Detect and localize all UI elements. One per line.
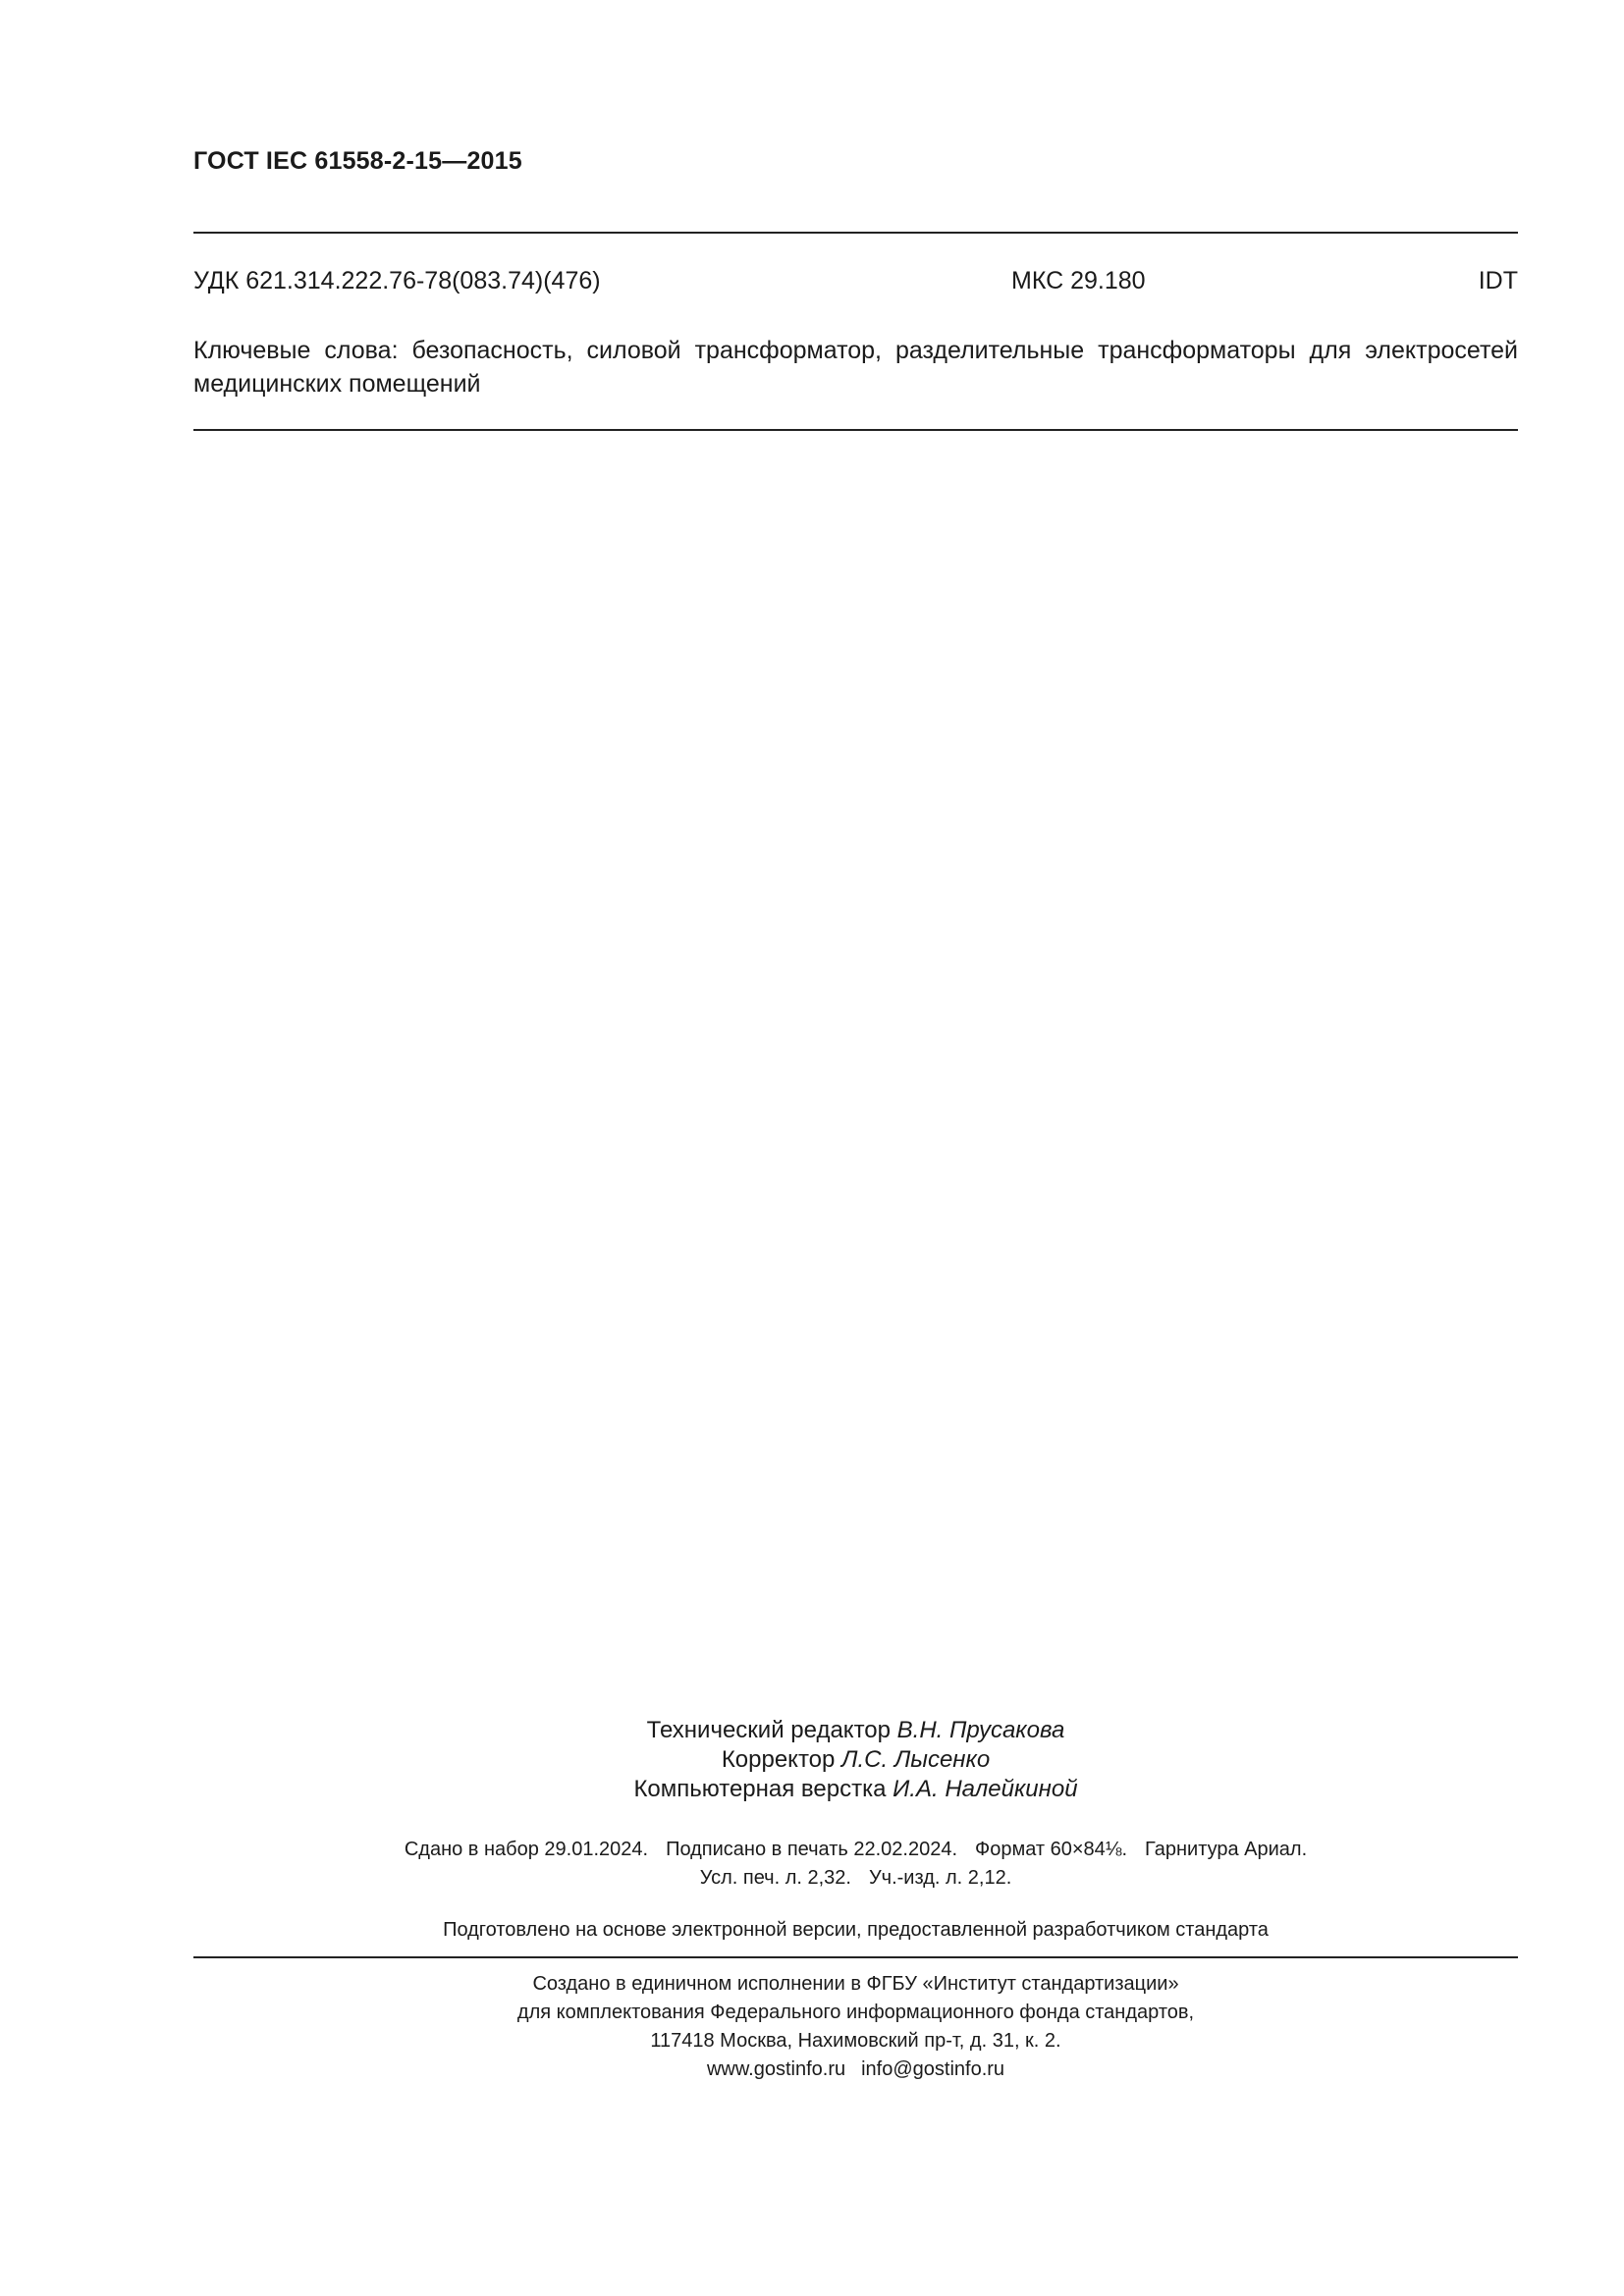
publisher-line-1: Создано в единичном исполнении в ФГБУ «Институт стандартизации»	[532, 1973, 1179, 1995]
udk-code: УДК 621.314.222.76-78(083.74)(476)	[193, 267, 601, 294]
signed-date: Подписано в печать 22.02.2024.	[666, 1839, 958, 1860]
keywords-paragraph: Ключевые слова: безопасность, силовой трансформатор, разделительные трансформаторы для электросетей медицинских помещений	[193, 337, 1518, 398]
credit-role: Компьютерная верстка	[633, 1776, 887, 1802]
credits-block	[193, 1716, 1518, 1804]
publisher-address: 117418 Москва, Нахимовский пр-т, д. 31, к. 2.	[650, 2030, 1061, 2052]
credit-line	[193, 1775, 1518, 1804]
publisher-contacts	[193, 2056, 1518, 2084]
keywords-divider	[193, 429, 1518, 431]
credit-line	[193, 1745, 1518, 1775]
credit-role: Технический редактор	[646, 1717, 891, 1743]
credit-line	[193, 1716, 1518, 1745]
publisher-sheets: Уч.-изд. л. 2,12.	[868, 1867, 1012, 1889]
publisher-line-2: для комплектования Федерального информационного фонда стандартов,	[516, 2002, 1195, 2023]
print-info-line-1	[193, 1836, 1518, 1864]
email-link[interactable]: info@gostinfo.ru	[861, 2058, 1005, 2080]
website-link[interactable]: www.gostinfo.ru	[706, 2058, 846, 2080]
print-info-block	[193, 1836, 1518, 1893]
prepared-note: Подготовлено на основе электронной версии, предоставленной разработчиком стандарта	[443, 1919, 1269, 1941]
equivalence-degree: IDT	[1478, 267, 1518, 294]
printed-sheets: Усл. печ. л. 2,32.	[699, 1867, 851, 1889]
print-info-line-2	[193, 1864, 1518, 1893]
standard-designation: ГОСТ IEC 61558-2-15—2015	[193, 147, 522, 175]
mks-code: МКС 29.180	[1011, 267, 1146, 294]
paper-format: Формат 60×84⅛.	[975, 1839, 1128, 1860]
submitted-date: Сдано в набор 29.01.2024.	[404, 1839, 649, 1860]
credit-name: Л.С. Лысенко	[841, 1746, 991, 1773]
bottom-divider	[193, 1956, 1518, 1958]
credit-role: Корректор	[721, 1746, 836, 1773]
typeface: Гарнитура Ариал.	[1145, 1839, 1308, 1860]
publisher-block	[193, 1970, 1518, 2084]
top-divider	[193, 232, 1518, 234]
credit-name: В.Н. Прусакова	[896, 1717, 1065, 1743]
credit-name: И.А. Налейкиной	[893, 1776, 1078, 1802]
classification-row	[193, 267, 1518, 302]
